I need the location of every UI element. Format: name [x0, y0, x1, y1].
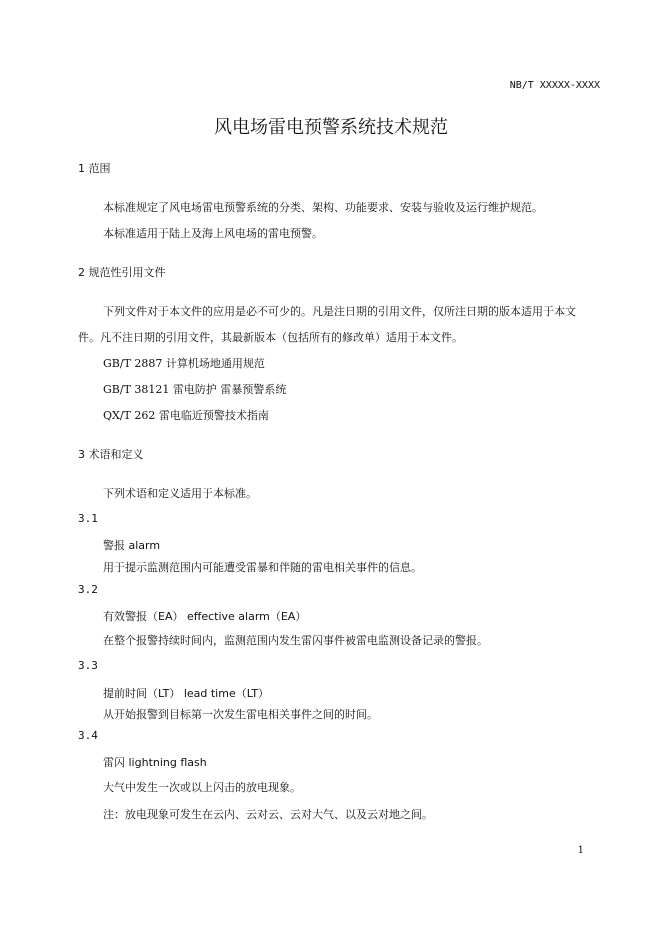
- section-2-paragraph-line-2: 件。凡不注日期的引用文件，其最新版本（包括所有的修改单）适用于本文件。: [78, 331, 463, 344]
- page-title: 风电场雷电预警系统技术规范: [214, 117, 448, 138]
- reference-item: GB/T 2887 计算机场地通用规范: [103, 357, 265, 370]
- term-title: 警报 alarm: [103, 539, 161, 552]
- term-definition: 从开始报警到目标第一次发生雷电相关事件之间的时间。: [103, 708, 378, 721]
- reference-item: GB/T 38121 雷电防护 雷暴预警系统: [103, 383, 287, 396]
- term-number: 3.1: [78, 512, 98, 525]
- term-number: 3.4: [78, 729, 98, 742]
- section-2-paragraph-line-1: 下列文件对于本文件的应用是必不可少的。凡是注日期的引用文件，仅所注日期的版本适用于本文: [103, 305, 576, 318]
- term-number: 3.2: [78, 583, 98, 596]
- section-2-heading: 2 规范性引用文件: [78, 266, 166, 279]
- section-1-heading: 1 范围: [78, 162, 111, 175]
- term-number: 3.3: [78, 659, 98, 672]
- section-1-paragraph-1: 本标准规定了风电场雷电预警系统的分类、架构、功能要求、安装与验收及运行维护规范。: [103, 201, 543, 214]
- term-title: 雷闪 lightning flash: [103, 756, 207, 769]
- term-definition: 大气中发生一次或以上闪击的放电现象。: [103, 781, 301, 794]
- document-code: NB/T XXXXX-XXXX: [509, 80, 600, 91]
- section-3-intro: 下列术语和定义适用于本标准。: [103, 487, 257, 500]
- term-note: 注：放电现象可发生在云内、云对云、云对大气、以及云对地之间。: [103, 808, 433, 821]
- section-3-heading: 3 术语和定义: [78, 448, 144, 461]
- term-title: 提前时间（LT） lead time（LT）: [103, 687, 270, 700]
- reference-item: QX/T 262 雷电临近预警技术指南: [103, 409, 269, 422]
- term-definition: 用于提示监测范围内可能遭受雷暴和伴随的雷电相关事件的信息。: [103, 561, 422, 574]
- page-number: 1: [577, 845, 584, 856]
- section-1-paragraph-2: 本标准适用于陆上及海上风电场的雷电预警。: [103, 227, 323, 240]
- term-definition: 在整个报警持续时间内，监测范围内发生雷闪事件被雷电监测设备记录的警报。: [103, 634, 488, 647]
- term-title: 有效警报（EA） effective alarm（EA）: [103, 610, 307, 623]
